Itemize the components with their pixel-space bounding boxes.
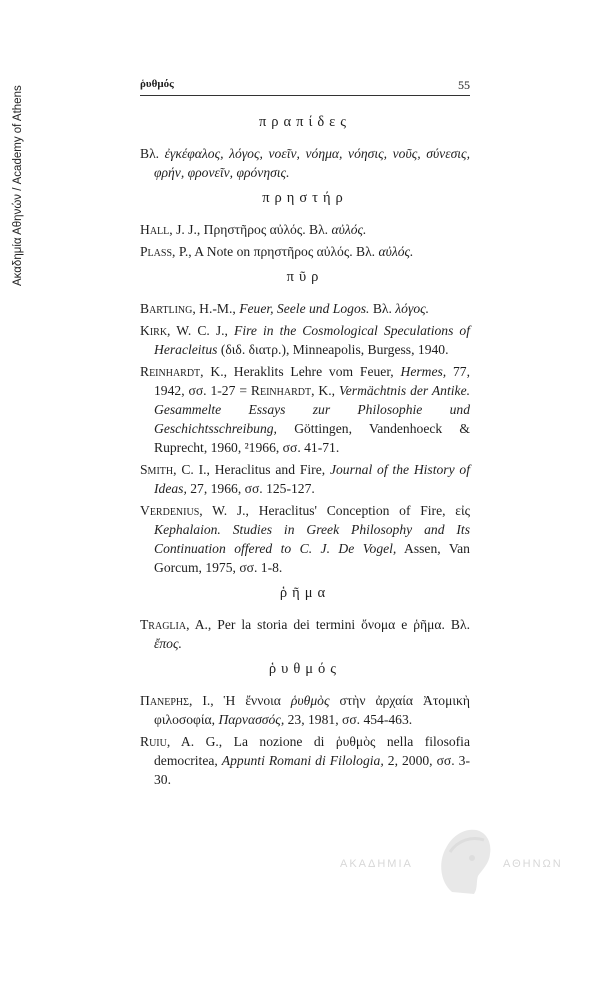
italic-title: Παρνασσός,: [218, 712, 285, 727]
bibliography-body: [140, 110, 470, 792]
bibliography-entry: [140, 220, 470, 239]
bibliography-entry: [140, 615, 470, 653]
author-name: Kirk: [140, 323, 168, 338]
italic-title: Journal of the History of Ideas,: [154, 462, 470, 496]
italic-title: ῥυθμὸς: [290, 693, 330, 708]
watermark-text-right: ΑΘΗΝΩΝ: [503, 858, 563, 870]
italic-title: Appunti Romani di Filologia,: [221, 753, 384, 768]
entry-text: στὴν ἀρχαία Ἀτομικὴ φιλοσοφία,: [154, 693, 471, 727]
archive-label: Ακαδημία Αθηνών / Academy of Athens: [12, 85, 24, 286]
italic-title: Fire in the Cosmological Speculations of Heracleitus: [154, 323, 471, 357]
author-name: Hall: [140, 222, 170, 237]
italic-title: ἐγκέφαλος, λόγος, νοεῖν, νόημα, νόησις, νοῦς, σύνεσις, φρήν, φρονεῖν, φρόνησις.: [154, 146, 470, 180]
running-title: ῥυθμός: [140, 78, 174, 90]
entry-text: , P., A Note on πρηστῆρος αὐλός. Βλ.: [172, 244, 379, 259]
entry-text: Βλ.: [140, 146, 165, 161]
bibliography-entry: [140, 242, 470, 261]
entry-text: (διδ. διατρ.), Minneapolis, Burgess, 1940.: [217, 342, 449, 357]
bibliography-entry: [140, 460, 470, 498]
running-header: [140, 75, 470, 96]
italic-title: Feuer, Seele und Logos.: [239, 301, 370, 316]
entry-text: , K., Heraklits Lehre vom Feuer,: [200, 364, 401, 379]
academy-watermark: [340, 822, 570, 902]
entry-text: , K.,: [311, 383, 339, 398]
entry-text: , C. I., Heraclitus and Fire,: [173, 462, 330, 477]
section-heading: ῥῆμα: [279, 585, 331, 601]
italic-title: Hermes,: [400, 364, 447, 379]
entry-text: , J. J., Πρηστῆρος αὐλός. Βλ.: [169, 222, 332, 237]
italic-title: λόγος.: [395, 301, 430, 316]
entry-text: , H.-M.,: [192, 301, 240, 316]
section-heading: πραπίδες: [258, 114, 352, 130]
entry-text: , A., Per la storia dei termini ὄνομα e ῥῆμα. Βλ.: [186, 617, 470, 632]
entry-text: Assen, Van Gorcum, 1975, σσ. 1-8.: [154, 541, 470, 575]
author-name: Plass: [140, 244, 173, 259]
section-heading: πῦρ: [286, 269, 324, 285]
author-name: Reinhardt: [140, 364, 201, 379]
entry-text: 27, 1966, σσ. 125-127.: [186, 481, 315, 496]
entry-text: 77, 1942, σσ. 1-27 =: [154, 364, 470, 398]
italic-title: Kephalaion. Studies in Greek Philosophy and Its Continuation offered to C. J. De Vogel,: [154, 522, 470, 556]
side-label: [12, 46, 28, 286]
italic-title: αὐλός.: [378, 244, 414, 259]
entry-text: 2, 2000, σσ. 3-30.: [154, 753, 470, 787]
italic-title: αὐλός.: [331, 222, 367, 237]
entry-text: , A. G., La nozione di ῥυθμὸς nella filosofia democritea,: [154, 734, 470, 768]
bibliography-entry: [140, 299, 470, 318]
page-number: 55: [458, 78, 470, 92]
author-name: Reinhardt: [250, 383, 312, 398]
author-name: Verdenius: [140, 503, 200, 518]
bibliography-entry: [140, 732, 470, 789]
bibliography-entry: [140, 691, 470, 729]
entry-text: Göttingen, Vandenhoeck & Ruprecht, 1960, ²1966, σσ. 41-71.: [154, 421, 470, 455]
bibliography-entry: [140, 321, 470, 359]
entry-text: Βλ.: [369, 301, 396, 316]
entry-text: , W. J., Heraclitus' Conception of Fire, εἰς: [199, 503, 470, 518]
entry-text: , Ι., Ἡ ἔννοια: [188, 693, 291, 708]
bibliography-entry: [140, 501, 470, 577]
watermark-text-left: ΑΚΑΔΗΜΙΑ: [340, 858, 413, 870]
section-heading: ῥυθμός: [268, 661, 342, 677]
italic-title: ἔπος.: [154, 636, 182, 651]
author-name: Ruiu: [140, 734, 167, 749]
author-name: Πανερης: [140, 693, 189, 708]
entry-text: , W. C. J.,: [167, 323, 235, 338]
bibliography-entry: [140, 362, 470, 457]
bibliography-entry: [140, 144, 470, 182]
author-name: Bartling: [140, 301, 193, 316]
italic-title: Vermächtnis der Antike. Gesammelte Essays zur Philosophie und Geschichtsschreibung,: [154, 383, 470, 436]
author-name: Smith: [140, 462, 174, 477]
entry-text: 23, 1981, σσ. 454-463.: [284, 712, 413, 727]
athena-head-logo: [432, 822, 496, 900]
author-name: Traglia: [140, 617, 187, 632]
section-heading: πρηστήρ: [262, 190, 348, 206]
